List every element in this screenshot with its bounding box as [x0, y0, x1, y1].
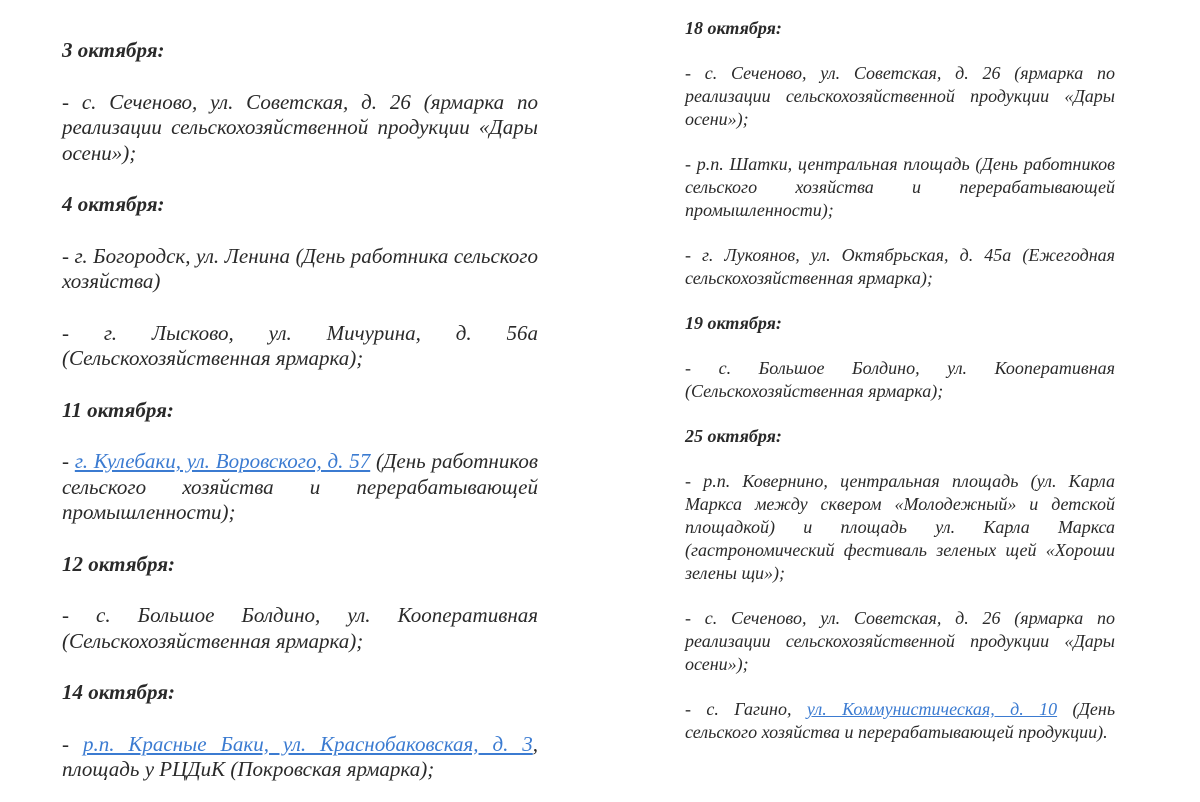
entry-text: , площадь у РЦДиК (Покровская ярмарка);: [62, 731, 538, 781]
event-entry: - с. Сеченово, ул. Советская, д. 26 (ярмарка по реализации сельскохозяйственной продукции «Дары осени»);: [685, 608, 1115, 674]
event-entry: - г. Лысково, ул. Мичурина, д. 56а (Сельскохозяйственная ярмарка);: [62, 320, 538, 370]
date-heading-oct-19: 19 октября:: [685, 313, 782, 333]
address-link-krasnye-baki[interactable]: р.п. Красные Баки, ул. Краснобаковская, д. 3: [82, 731, 533, 756]
date-heading-oct-3: 3 октября:: [62, 38, 165, 62]
entry-text: - с. Гагино,: [685, 699, 807, 719]
event-entry: - с. Большое Болдино, ул. Кооперативная (Сельскохозяйственная ярмарка);: [685, 358, 1115, 401]
date-heading-oct-11: 11 октября:: [62, 397, 174, 422]
date-heading-oct-25: 25 октября:: [685, 426, 782, 446]
address-link-gagino[interactable]: ул. Коммунистическая, д. 10: [806, 699, 1058, 719]
event-entry: [62, 732, 538, 783]
event-entry: - г. Богородск, ул. Ленина (День работника сельского хозяйства): [62, 243, 538, 293]
event-entry: - р.п. Шатки, центральная площадь (День работников сельского хозяйства и перерабатывающей промышленности);: [685, 154, 1115, 220]
event-entry: [685, 698, 1115, 744]
event-entry: [62, 449, 538, 526]
event-entry: - с. Большое Болдино, ул. Кооперативная (Сельскохозяйственная ярмарка);: [62, 603, 538, 653]
event-entry: - с. Сеченово, ул. Советская, д. 26 (ярмарка по реализации сельскохозяйственной продукции «Дары осени»);: [62, 89, 538, 165]
date-heading-oct-18: 18 октября:: [685, 18, 782, 38]
date-heading-oct-4: 4 октября:: [62, 192, 165, 216]
date-heading-oct-12: 12 октября:: [62, 551, 176, 576]
event-entry: - г. Лукоянов, ул. Октябрьская, д. 45а (Ежегодная сельскохозяйственная ярмарка);: [685, 245, 1115, 288]
entry-text: (День работников сельского хозяйства и перерабатывающей промышленности);: [62, 449, 538, 524]
entry-dash: -: [62, 731, 83, 756]
right-column: [685, 0, 1115, 744]
date-heading-oct-14: 14 октября:: [62, 680, 176, 704]
left-column: [62, 0, 538, 783]
address-link-kulebaki[interactable]: г. Кулебаки, ул. Воровского, д. 57: [74, 449, 371, 473]
entry-dash: -: [62, 449, 75, 473]
event-entry: - р.п. Ковернино, центральная площадь (ул. Карла Маркса между сквером «Молодежный» и детской площадкой) и площадь ул. Карла Маркса (гастрономический фестиваль зеленых щей «Хороши зелены щи»);: [685, 471, 1115, 583]
event-entry: - с. Сеченово, ул. Советская, д. 26 (ярмарка по реализации сельскохозяйственной продукции «Дары осени»);: [685, 63, 1115, 129]
entry-text: (День сельского хозяйства и перерабатывающей продукции).: [685, 699, 1116, 742]
